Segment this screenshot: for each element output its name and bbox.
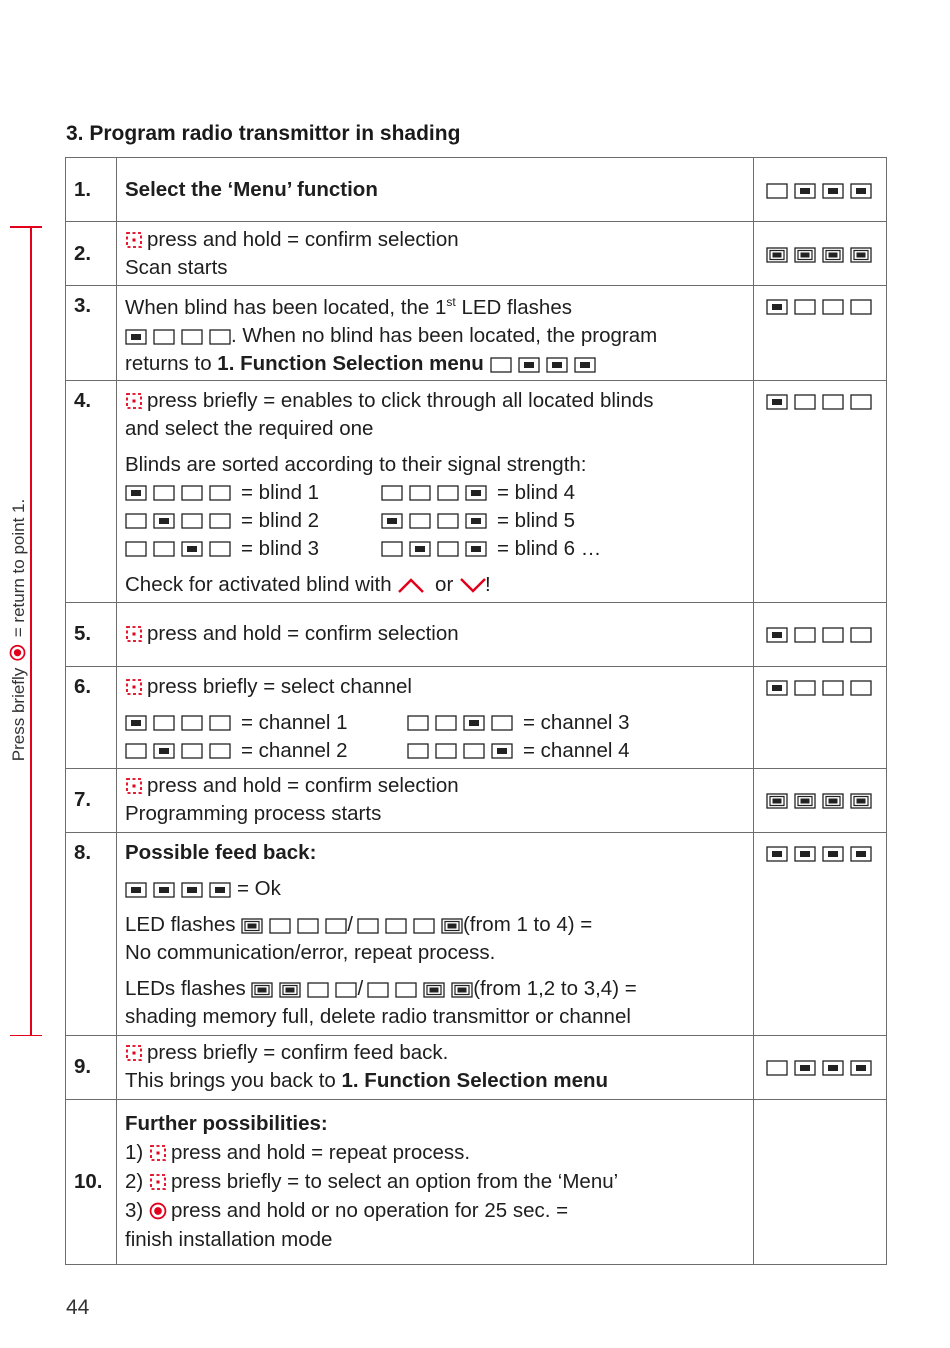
led-square-icon (423, 982, 445, 998)
led-square-icon (794, 1060, 816, 1076)
led-square-icon (766, 793, 788, 809)
dotted-square-icon (149, 1144, 167, 1162)
led-indicator (125, 715, 231, 731)
led-square-icon (766, 846, 788, 862)
led-square-icon (766, 247, 788, 263)
led-indicator (407, 715, 513, 731)
led-square-icon (822, 247, 844, 263)
led-square-icon (766, 394, 788, 410)
led-status (754, 1035, 887, 1099)
step-text: press briefly = confirm feed back. This brings you back to 1. Function Selection menu (117, 1035, 754, 1099)
led-legend-label: = channel 4 (523, 738, 630, 762)
led-square-icon (181, 329, 203, 345)
red-target-icon (149, 1202, 167, 1220)
led-square-icon (794, 299, 816, 315)
step-text: Select the ‘Menu’ function (117, 158, 754, 222)
led-square-icon (153, 329, 175, 345)
step-row (66, 1035, 887, 1099)
led-indicator (125, 743, 231, 759)
chevron-down-icon (459, 576, 487, 594)
led-indicator (241, 918, 347, 934)
led-indicator (251, 982, 357, 998)
step-row (66, 158, 887, 222)
led-square-icon (850, 183, 872, 199)
led-legend-label: = blind 2 (241, 508, 320, 532)
led-square-icon (153, 485, 175, 501)
led-square-icon (153, 513, 175, 529)
channels-grid (125, 709, 745, 765)
dotted-square-icon (125, 625, 143, 643)
led-legend-label: = channel 2 (241, 738, 348, 762)
led-square-icon (367, 982, 389, 998)
step-text: press and hold = confirm selection (117, 602, 754, 666)
led-status (754, 158, 887, 222)
led-square-icon (435, 715, 457, 731)
led-square-icon (850, 247, 872, 263)
led-square-icon (409, 485, 431, 501)
led-legend-label: = blind 6 … (497, 536, 602, 560)
led-square-icon (209, 329, 231, 345)
led-square-icon (766, 1060, 788, 1076)
led-square-icon (125, 715, 147, 731)
led-legend-item (125, 737, 407, 765)
led-square-icon (491, 743, 513, 759)
led-square-icon (409, 513, 431, 529)
dotted-square-icon (125, 392, 143, 410)
led-square-icon (441, 918, 463, 934)
led-square-icon (209, 882, 231, 898)
step-row (66, 602, 887, 666)
led-square-icon (766, 680, 788, 696)
led-legend-label: = blind 3 (241, 536, 320, 560)
led-status (754, 222, 887, 286)
step-number: 10. (66, 1099, 117, 1264)
led-indicator (766, 299, 872, 315)
step-row (66, 666, 887, 768)
led-square-icon (794, 394, 816, 410)
led-legend-item (125, 507, 381, 535)
led-legend-label: = channel 1 (241, 710, 348, 734)
led-square-icon (251, 982, 273, 998)
led-status (754, 768, 887, 832)
led-square-icon (463, 715, 485, 731)
step-text: Further possibilities: 1) press and hold = repeat process. 2) press briefly = to select an option from the ‘Menu’ 3) press and hold or no operation for 25 sec. = finish installation mode (117, 1099, 754, 1264)
led-square-icon (850, 394, 872, 410)
led-square-icon (850, 1060, 872, 1076)
led-status (754, 286, 887, 381)
led-indicator (766, 183, 872, 199)
led-square-icon (153, 743, 175, 759)
check-line: Check for activated blind with or ! (125, 572, 491, 596)
led-status (754, 602, 887, 666)
led-status (754, 1099, 887, 1264)
led-square-icon (850, 299, 872, 315)
led-square-icon (125, 541, 147, 557)
led-square-icon (357, 918, 379, 934)
led-legend-label: = blind 4 (497, 480, 576, 504)
led-square-icon (307, 982, 329, 998)
step-text: When blind has been located, the 1st LED flashes . When no blind has been located, the program returns to 1. Function Selection menu (117, 286, 754, 381)
led-square-icon (822, 627, 844, 643)
step-row (66, 380, 887, 602)
led-square-icon (125, 513, 147, 529)
led-square-icon (794, 183, 816, 199)
led-indicator (766, 394, 872, 410)
led-square-icon (407, 743, 429, 759)
led-square-icon (518, 357, 540, 373)
led-square-icon (850, 627, 872, 643)
blinds-grid (125, 479, 745, 563)
led-square-icon (407, 715, 429, 731)
led-square-icon (181, 513, 203, 529)
led-status (754, 666, 887, 768)
led-square-icon (465, 485, 487, 501)
led-legend-item (125, 479, 381, 507)
led-square-icon (546, 357, 568, 373)
led-square-icon (451, 982, 473, 998)
led-square-icon (209, 513, 231, 529)
step-number: 6. (66, 666, 117, 768)
led-legend-item (381, 479, 641, 507)
led-square-icon (125, 329, 147, 345)
led-indicator (357, 918, 463, 934)
led-square-icon (850, 793, 872, 809)
led-indicator (490, 357, 596, 373)
step-row (66, 222, 887, 286)
led-legend-item (125, 535, 381, 563)
step-text: press and hold = confirm selection Programming process starts (117, 768, 754, 832)
led-legend-label: = blind 5 (497, 508, 576, 532)
led-square-icon (491, 715, 513, 731)
step-number: 3. (66, 286, 117, 381)
led-legend-label: = blind 1 (241, 480, 320, 504)
red-target-icon (9, 644, 26, 661)
led-indicator (381, 485, 487, 501)
led-indicator (766, 1060, 872, 1076)
step-text: Possible feed back: = Ok LED flashes / (from 1 to 4) = No communication/error, repeat process. LEDs flashes / (from 1,2 to 3,4) = shading memory full, delete radio transmittor or channel (117, 832, 754, 1035)
led-square-icon (822, 846, 844, 862)
dotted-square-icon (125, 678, 143, 696)
led-square-icon (125, 882, 147, 898)
step-number: 7. (66, 768, 117, 832)
led-square-icon (181, 541, 203, 557)
led-square-icon (822, 680, 844, 696)
led-square-icon (279, 982, 301, 998)
led-legend-item (125, 709, 407, 737)
led-square-icon (574, 357, 596, 373)
led-legend-item (407, 737, 667, 765)
side-note-before: Press briefly (9, 667, 28, 762)
led-square-icon (385, 918, 407, 934)
dotted-square-icon (125, 231, 143, 249)
led-square-icon (269, 918, 291, 934)
led-square-icon (181, 882, 203, 898)
led-square-icon (850, 846, 872, 862)
led-indicator (766, 793, 872, 809)
led-indicator (381, 513, 487, 529)
led-square-icon (794, 793, 816, 809)
led-indicator (381, 541, 487, 557)
led-square-icon (794, 247, 816, 263)
led-indicator (766, 680, 872, 696)
led-square-icon (153, 541, 175, 557)
led-square-icon (153, 715, 175, 731)
led-square-icon (794, 680, 816, 696)
side-note-after: = return to point 1. (9, 498, 28, 638)
led-square-icon (822, 299, 844, 315)
led-square-icon (435, 743, 457, 759)
led-square-icon (822, 183, 844, 199)
led-square-icon (181, 743, 203, 759)
led-square-icon (381, 541, 403, 557)
led-legend-label: = channel 3 (523, 710, 630, 734)
led-square-icon (794, 846, 816, 862)
led-square-icon (437, 513, 459, 529)
step-number: 5. (66, 602, 117, 666)
led-square-icon (766, 627, 788, 643)
led-indicator (766, 846, 872, 862)
led-square-icon (181, 715, 203, 731)
led-indicator (125, 485, 231, 501)
led-indicator (125, 882, 231, 898)
led-square-icon (437, 485, 459, 501)
led-square-icon (794, 627, 816, 643)
led-square-icon (395, 982, 417, 998)
led-square-icon (850, 680, 872, 696)
led-legend-item (407, 709, 667, 737)
step-text: press briefly = enables to click through all located blinds and select the required one Blinds are sorted according to their signal strength: = blind 1 = blind 4 = blind 2 = blind 5 = blind 3 = blind 6 … Check for activated blind with or ! (117, 380, 754, 602)
step-row (66, 286, 887, 381)
step-row (66, 832, 887, 1035)
step-row (66, 1099, 887, 1264)
led-square-icon (409, 541, 431, 557)
led-square-icon (209, 485, 231, 501)
led-square-icon (381, 513, 403, 529)
step-number: 2. (66, 222, 117, 286)
led-square-icon (463, 743, 485, 759)
chevron-up-icon (397, 576, 425, 594)
led-indicator (766, 247, 872, 263)
led-square-icon (822, 394, 844, 410)
dotted-square-icon (125, 777, 143, 795)
led-square-icon (241, 918, 263, 934)
led-square-icon (381, 485, 403, 501)
led-square-icon (209, 715, 231, 731)
led-square-icon (766, 183, 788, 199)
led-legend-item (381, 535, 641, 563)
led-square-icon (125, 485, 147, 501)
led-indicator (125, 329, 231, 345)
led-square-icon (209, 541, 231, 557)
led-square-icon (822, 793, 844, 809)
dotted-square-icon (149, 1173, 167, 1191)
step-number: 8. (66, 832, 117, 1035)
step-row (66, 768, 887, 832)
side-note (9, 499, 29, 761)
led-indicator (407, 743, 513, 759)
led-square-icon (437, 541, 459, 557)
step-text: press and hold = confirm selection Scan starts (117, 222, 754, 286)
steps-table (65, 157, 887, 1265)
led-square-icon (413, 918, 435, 934)
led-square-icon (766, 299, 788, 315)
page-number: 44 (66, 1296, 90, 1319)
led-indicator (367, 982, 473, 998)
step-number: 9. (66, 1035, 117, 1099)
led-status (754, 832, 887, 1035)
led-square-icon (465, 513, 487, 529)
led-square-icon (297, 918, 319, 934)
led-square-icon (153, 882, 175, 898)
led-legend-item (381, 507, 641, 535)
led-square-icon (125, 743, 147, 759)
led-indicator (766, 627, 872, 643)
step-number: 1. (66, 158, 117, 222)
section-heading: 3. Program radio transmittor in shading (66, 122, 461, 145)
led-indicator (125, 513, 231, 529)
led-square-icon (822, 1060, 844, 1076)
step-number: 4. (66, 380, 117, 602)
led-square-icon (181, 485, 203, 501)
led-status (754, 380, 887, 602)
led-square-icon (325, 918, 347, 934)
led-square-icon (209, 743, 231, 759)
led-square-icon (335, 982, 357, 998)
step-text: press briefly = select channel = channel 1 = channel 3 = channel 2 = channel 4 (117, 666, 754, 768)
led-square-icon (465, 541, 487, 557)
dotted-square-icon (125, 1044, 143, 1062)
led-indicator (125, 541, 231, 557)
led-square-icon (490, 357, 512, 373)
